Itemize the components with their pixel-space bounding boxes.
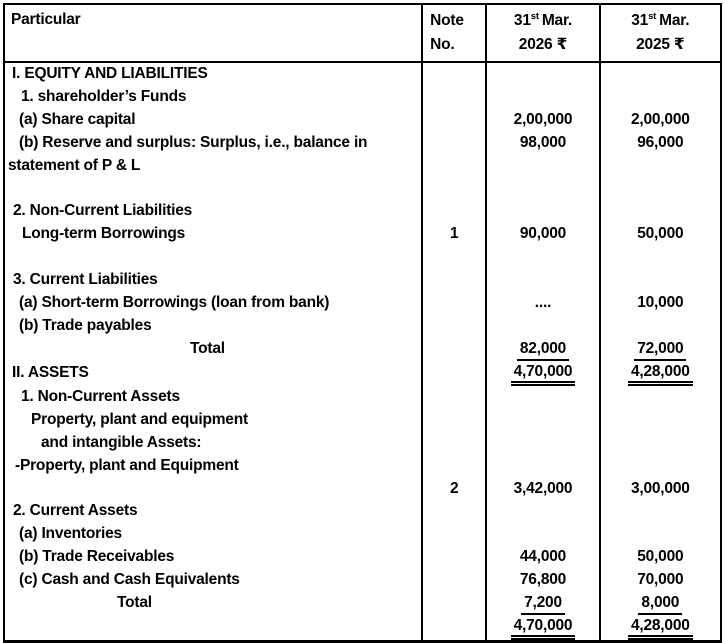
note-cell (422, 132, 486, 155)
table-row (4, 478, 721, 501)
table-row (4, 155, 721, 178)
amount-2026-cell (486, 155, 599, 178)
header-note-no (422, 4, 486, 62)
particular-label: 2. Non-Current Liabilities (13, 202, 193, 220)
particular-label: -Property, plant and Equipment (15, 456, 239, 474)
table-row-total-assets (4, 592, 721, 615)
particular-cell (4, 432, 422, 455)
particular-cell (4, 292, 422, 315)
amount-2025-cell (600, 200, 721, 223)
table-row (4, 200, 721, 223)
amount-2026-cell (486, 62, 599, 86)
underlined-amount: 8,000 (638, 593, 682, 615)
particular-label: 2. Current Assets (13, 502, 138, 520)
amount-2025-cell (600, 432, 721, 455)
amount-2026-cell: 98,000 (486, 132, 599, 155)
particular-cell (4, 361, 422, 386)
note-cell (422, 523, 486, 546)
balance-sheet-table (3, 3, 722, 643)
table-row (4, 409, 721, 432)
amount-2026-cell (486, 386, 599, 409)
particular-label: (a) Short-term Borrowings (loan from bank) (19, 294, 330, 312)
amount-2025-cell (600, 615, 721, 642)
ordinal-superscript: st (530, 10, 539, 22)
note-cell (422, 409, 486, 432)
particular-cell (4, 569, 422, 592)
double-underlined-amount: 4,70,000 (511, 617, 576, 640)
table-row (4, 223, 721, 246)
table-row (4, 246, 721, 269)
particular-cell (4, 269, 422, 292)
particular-label: 1. shareholder’s Funds (21, 87, 187, 105)
amount-2025-cell (600, 269, 721, 292)
amount-2025-cell (600, 178, 721, 201)
particular-label: Long-term Borrowings (22, 225, 186, 243)
note-cell (422, 386, 486, 409)
table-row-grand-total-liabilities (4, 361, 721, 386)
note-cell (422, 86, 486, 109)
underlined-amount: 7,200 (521, 593, 565, 615)
table-row (4, 109, 721, 132)
table-row (4, 62, 721, 86)
amount-2025-cell (600, 386, 721, 409)
particular-cell (4, 409, 422, 432)
particular-label: I. EQUITY AND LIABILITIES (12, 65, 208, 82)
particular-cell (4, 338, 422, 361)
note-cell (422, 200, 486, 223)
amount-2026-cell (486, 523, 599, 546)
amount-2026-cell (486, 615, 599, 642)
amount-2025-cell (600, 409, 721, 432)
amount-2025-cell (600, 500, 721, 523)
table-row (4, 86, 721, 109)
table-row (4, 132, 721, 155)
amount-2025-cell (600, 62, 721, 86)
note-cell (422, 546, 486, 569)
particular-label: (a) Inventories (19, 525, 122, 543)
note-cell (422, 178, 486, 201)
particular-label: II. ASSETS (12, 363, 89, 381)
header-date-2025 (600, 4, 721, 62)
particular-label: Total (190, 339, 225, 357)
double-underlined-amount: 4,70,000 (511, 363, 576, 386)
amount-2026-cell: 90,000 (486, 223, 599, 246)
particular-cell (4, 223, 422, 246)
table-row (4, 292, 721, 315)
amount-2026-cell: 3,42,000 (486, 478, 599, 501)
amount-2026-cell (486, 338, 599, 361)
amount-2026-cell (486, 361, 599, 386)
table-row (4, 269, 721, 292)
particular-cell (4, 132, 422, 155)
note-cell (422, 109, 486, 132)
header-date-2026 (486, 4, 599, 62)
particular-label: (c) Cash and Cash Equivalents (19, 571, 240, 589)
particular-cell (4, 500, 422, 523)
amount-2026-cell (486, 246, 599, 269)
note-cell: 2 (422, 478, 486, 501)
amount-2026-cell: .... (486, 292, 599, 315)
underlined-amount: 82,000 (517, 339, 569, 361)
header-note-line2: No. (430, 36, 455, 53)
amount-2025-cell: 96,000 (600, 132, 721, 155)
amount-2025-cell (600, 155, 721, 178)
note-cell (422, 432, 486, 455)
note-cell: 1 (422, 223, 486, 246)
note-cell (422, 246, 486, 269)
amount-2025-cell (600, 246, 721, 269)
amount-2025-cell (600, 455, 721, 478)
particular-cell (4, 155, 422, 178)
table-row (4, 432, 721, 455)
particular-label: (b) Trade Receivables (19, 548, 175, 566)
particular-cell (4, 178, 422, 201)
note-cell (422, 361, 486, 386)
amount-2025-cell: 10,000 (600, 292, 721, 315)
table-row (4, 546, 721, 569)
table-row (4, 523, 721, 546)
particular-label: statement of P & L (8, 156, 141, 174)
amount-2026-cell (486, 200, 599, 223)
header-note-line1: Note (430, 12, 464, 29)
particular-label: Total (117, 594, 152, 612)
particular-cell (4, 592, 422, 615)
amount-2025-cell: 2,00,000 (600, 109, 721, 132)
amount-2026-cell: 44,000 (486, 546, 599, 569)
note-cell (422, 338, 486, 361)
particular-cell (4, 546, 422, 569)
particular-label: 1. Non-Current Assets (21, 387, 180, 405)
particular-cell (4, 109, 422, 132)
table-row-grand-total-assets (4, 615, 721, 642)
particular-label: (a) Share capital (19, 110, 136, 128)
table-row (4, 455, 721, 478)
particular-label: (b) Reserve and surplus: Surplus, i.e., balance in (19, 133, 368, 151)
amount-2025-cell: 3,00,000 (600, 478, 721, 501)
particular-cell (4, 386, 422, 409)
note-cell (422, 62, 486, 86)
particular-cell (4, 86, 422, 109)
note-cell (422, 615, 486, 642)
note-cell (422, 292, 486, 315)
particular-cell (4, 478, 422, 501)
amount-2026-cell: 2,00,000 (486, 109, 599, 132)
underlined-amount: 72,000 (634, 339, 686, 361)
amount-2025-cell: 70,000 (600, 569, 721, 592)
particular-cell (4, 62, 422, 86)
amount-2025-cell (600, 523, 721, 546)
particular-label: (b) Trade payables (19, 316, 152, 334)
amount-2026-cell (486, 432, 599, 455)
amount-2026-cell (486, 455, 599, 478)
table-row (4, 315, 721, 338)
amount-2025-cell (600, 338, 721, 361)
header-date-2025-line1: 31st Mar. (631, 10, 690, 29)
table-row (4, 569, 721, 592)
balance-sheet-document (0, 3, 725, 634)
amount-2026-cell: 76,800 (486, 569, 599, 592)
amount-2026-cell (486, 409, 599, 432)
header-particular-label: Particular (11, 11, 81, 28)
amount-2025-cell (600, 592, 721, 615)
particular-cell (4, 200, 422, 223)
note-cell (422, 155, 486, 178)
particular-cell (4, 523, 422, 546)
amount-2026-cell (486, 315, 599, 338)
table-row (4, 178, 721, 201)
particular-label: and intangible Assets: (41, 433, 202, 451)
particular-cell (4, 615, 422, 642)
particular-cell (4, 315, 422, 338)
note-cell (422, 569, 486, 592)
ordinal-superscript: st (648, 10, 657, 22)
double-underlined-amount: 4,28,000 (628, 617, 693, 640)
amount-2026-cell (486, 178, 599, 201)
note-cell (422, 269, 486, 292)
particular-label: Property, plant and equipment (31, 410, 248, 428)
amount-2026-cell (486, 269, 599, 292)
particular-label: 3. Current Liabilities (13, 271, 158, 289)
amount-2025-cell: 50,000 (600, 546, 721, 569)
particular-cell (4, 455, 422, 478)
amount-2026-cell (486, 86, 599, 109)
header-row (4, 4, 721, 62)
amount-2025-cell: 50,000 (600, 223, 721, 246)
double-underlined-amount: 4,28,000 (628, 363, 693, 386)
table-row-total-liabilities (4, 338, 721, 361)
amount-2026-cell (486, 592, 599, 615)
amount-2025-cell (600, 315, 721, 338)
header-date-2026-line2: 2026 ₹ (518, 36, 568, 53)
header-date-2025-line2: 2025 ₹ (636, 36, 685, 53)
note-cell (422, 455, 486, 478)
table-row (4, 500, 721, 523)
note-cell (422, 592, 486, 615)
header-particular (4, 4, 422, 62)
particular-cell (4, 246, 422, 269)
table-row (4, 386, 721, 409)
amount-2025-cell (600, 361, 721, 386)
header-date-2026-line1: 31st Mar. (513, 10, 573, 29)
amount-2025-cell (600, 86, 721, 109)
note-cell (422, 315, 486, 338)
note-cell (422, 500, 486, 523)
amount-2026-cell (486, 500, 599, 523)
